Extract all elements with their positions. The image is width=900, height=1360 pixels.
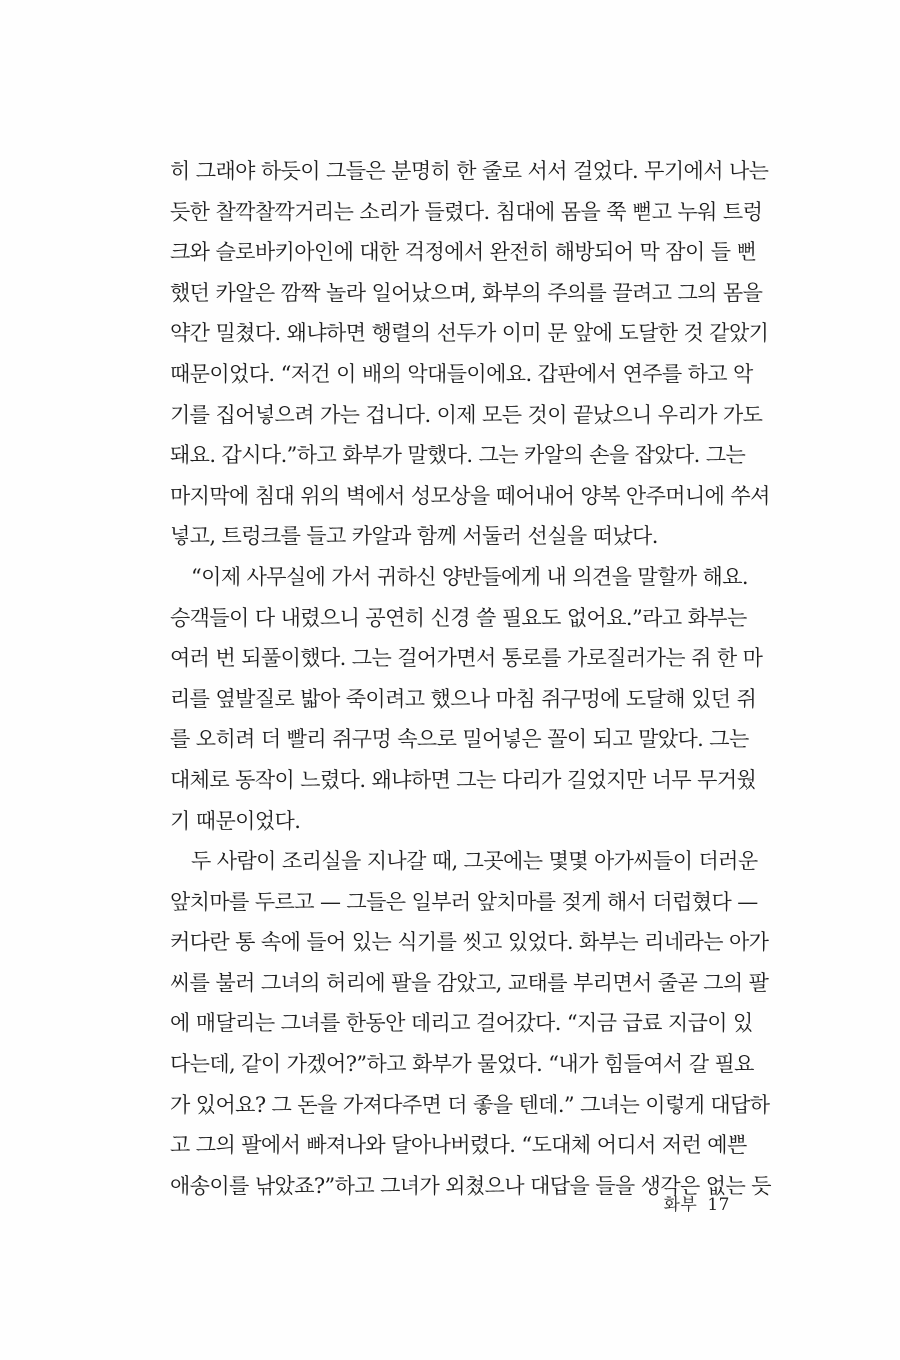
text-line: 씨를 불러 그녀의 허리에 팔을 감았고, 교태를 부리면서 줄곧 그의 팔 [170, 970, 769, 995]
paragraph [170, 151, 770, 557]
text-line: 고 그의 팔에서 빠져나와 달아나버렸다. “도대체 어디서 저런 예쁜 [170, 1133, 747, 1158]
paragraph [170, 841, 771, 1206]
text-line: 여러 번 되풀이했다. 그는 걸어가면서 통로를 가로질러가는 쥐 한 마 [170, 646, 763, 671]
text-line: 애송이를 낚았죠?”하고 그녀가 외쳤으나 대답을 들을 생각은 없는 듯 [170, 1173, 771, 1198]
text-line: 했던 카알은 깜짝 놀라 일어났으며, 화부의 주의를 끌려고 그의 몸을 [170, 280, 763, 305]
text-line: 에 매달리는 그녀를 한동안 데리고 걸어갔다. “지금 급료 지급이 있 [170, 1011, 753, 1036]
text-line: 약간 밀쳤다. 왜냐하면 행렬의 선두가 이미 문 앞에 도달한 것 같았기 [170, 321, 769, 346]
text-line: 앞치마를 두르고 — 그들은 일부러 앞치마를 젖게 해서 더럽혔다 — [170, 889, 758, 914]
text-line: 기 때문이었다. [170, 808, 301, 833]
body-text [170, 151, 771, 1206]
text-line: 마지막에 침대 위의 벽에서 성모상을 떼어내어 양복 안주머니에 쑤셔 [170, 483, 770, 508]
page-footer [560, 1190, 730, 1215]
text-line: 기를 집어넣으려 가는 겁니다. 이제 모든 것이 끝났으니 우리가 가도 [170, 402, 763, 427]
text-line: 다는데, 같이 가겠어?”하고 화부가 물었다. “내가 힘들여서 갈 필요 [170, 1052, 754, 1077]
text-line: 대체로 동작이 느렸다. 왜냐하면 그는 다리가 길었지만 너무 무거웠 [170, 767, 757, 792]
text-line: 돼요. 갑시다.”하고 화부가 말했다. 그는 카알의 손을 잡았다. 그는 [170, 443, 746, 468]
text-line: “이제 사무실에 가서 귀하신 양반들에게 내 의견을 말할까 해요. [191, 564, 748, 589]
text-line: 때문이었다. “저건 이 배의 악대들이에요. 갑판에서 연주를 하고 악 [170, 361, 753, 386]
text-line: 커다란 통 속에 들어 있는 식기를 씻고 있었다. 화부는 리네라는 아가 [170, 930, 769, 955]
text-line: 넣고, 트렁크를 들고 카알과 함께 서둘러 선실을 떠났다. [170, 524, 658, 549]
text-line: 승객들이 다 내렸으니 공연히 신경 쓸 필요도 없어요.”라고 화부는 [170, 605, 747, 630]
text-line: 리를 옆발질로 밟아 죽이려고 했으나 마침 쥐구멍에 도달해 있던 쥐 [170, 686, 757, 711]
text-line: 두 사람이 조리실을 지나갈 때, 그곳에는 몇몇 아가씨들이 더러운 [191, 849, 758, 874]
text-line: 히 그래야 하듯이 그들은 분명히 한 줄로 서서 걸었다. 무기에서 나는 [170, 159, 769, 183]
text-line: 를 오히려 더 빨리 쥐구멍 속으로 밀어넣은 꼴이 되고 말았다. 그는 [170, 727, 749, 752]
running-title: 화부 [663, 1195, 698, 1215]
text-line: 듯한 찰깍찰깍거리는 소리가 들렸다. 침대에 몸을 쭉 뻗고 누워 트렁 [170, 199, 763, 224]
text-line: 크와 슬로바키아인에 대한 걱정에서 완전히 해방되어 막 잠이 들 뻔 [170, 240, 757, 265]
paragraph [170, 557, 763, 841]
page-number: 17 [707, 1195, 730, 1215]
text-line: 가 있어요? 그 돈을 가져다주면 더 좋을 텐데.” 그녀는 이렇게 대답하 [170, 1092, 770, 1117]
